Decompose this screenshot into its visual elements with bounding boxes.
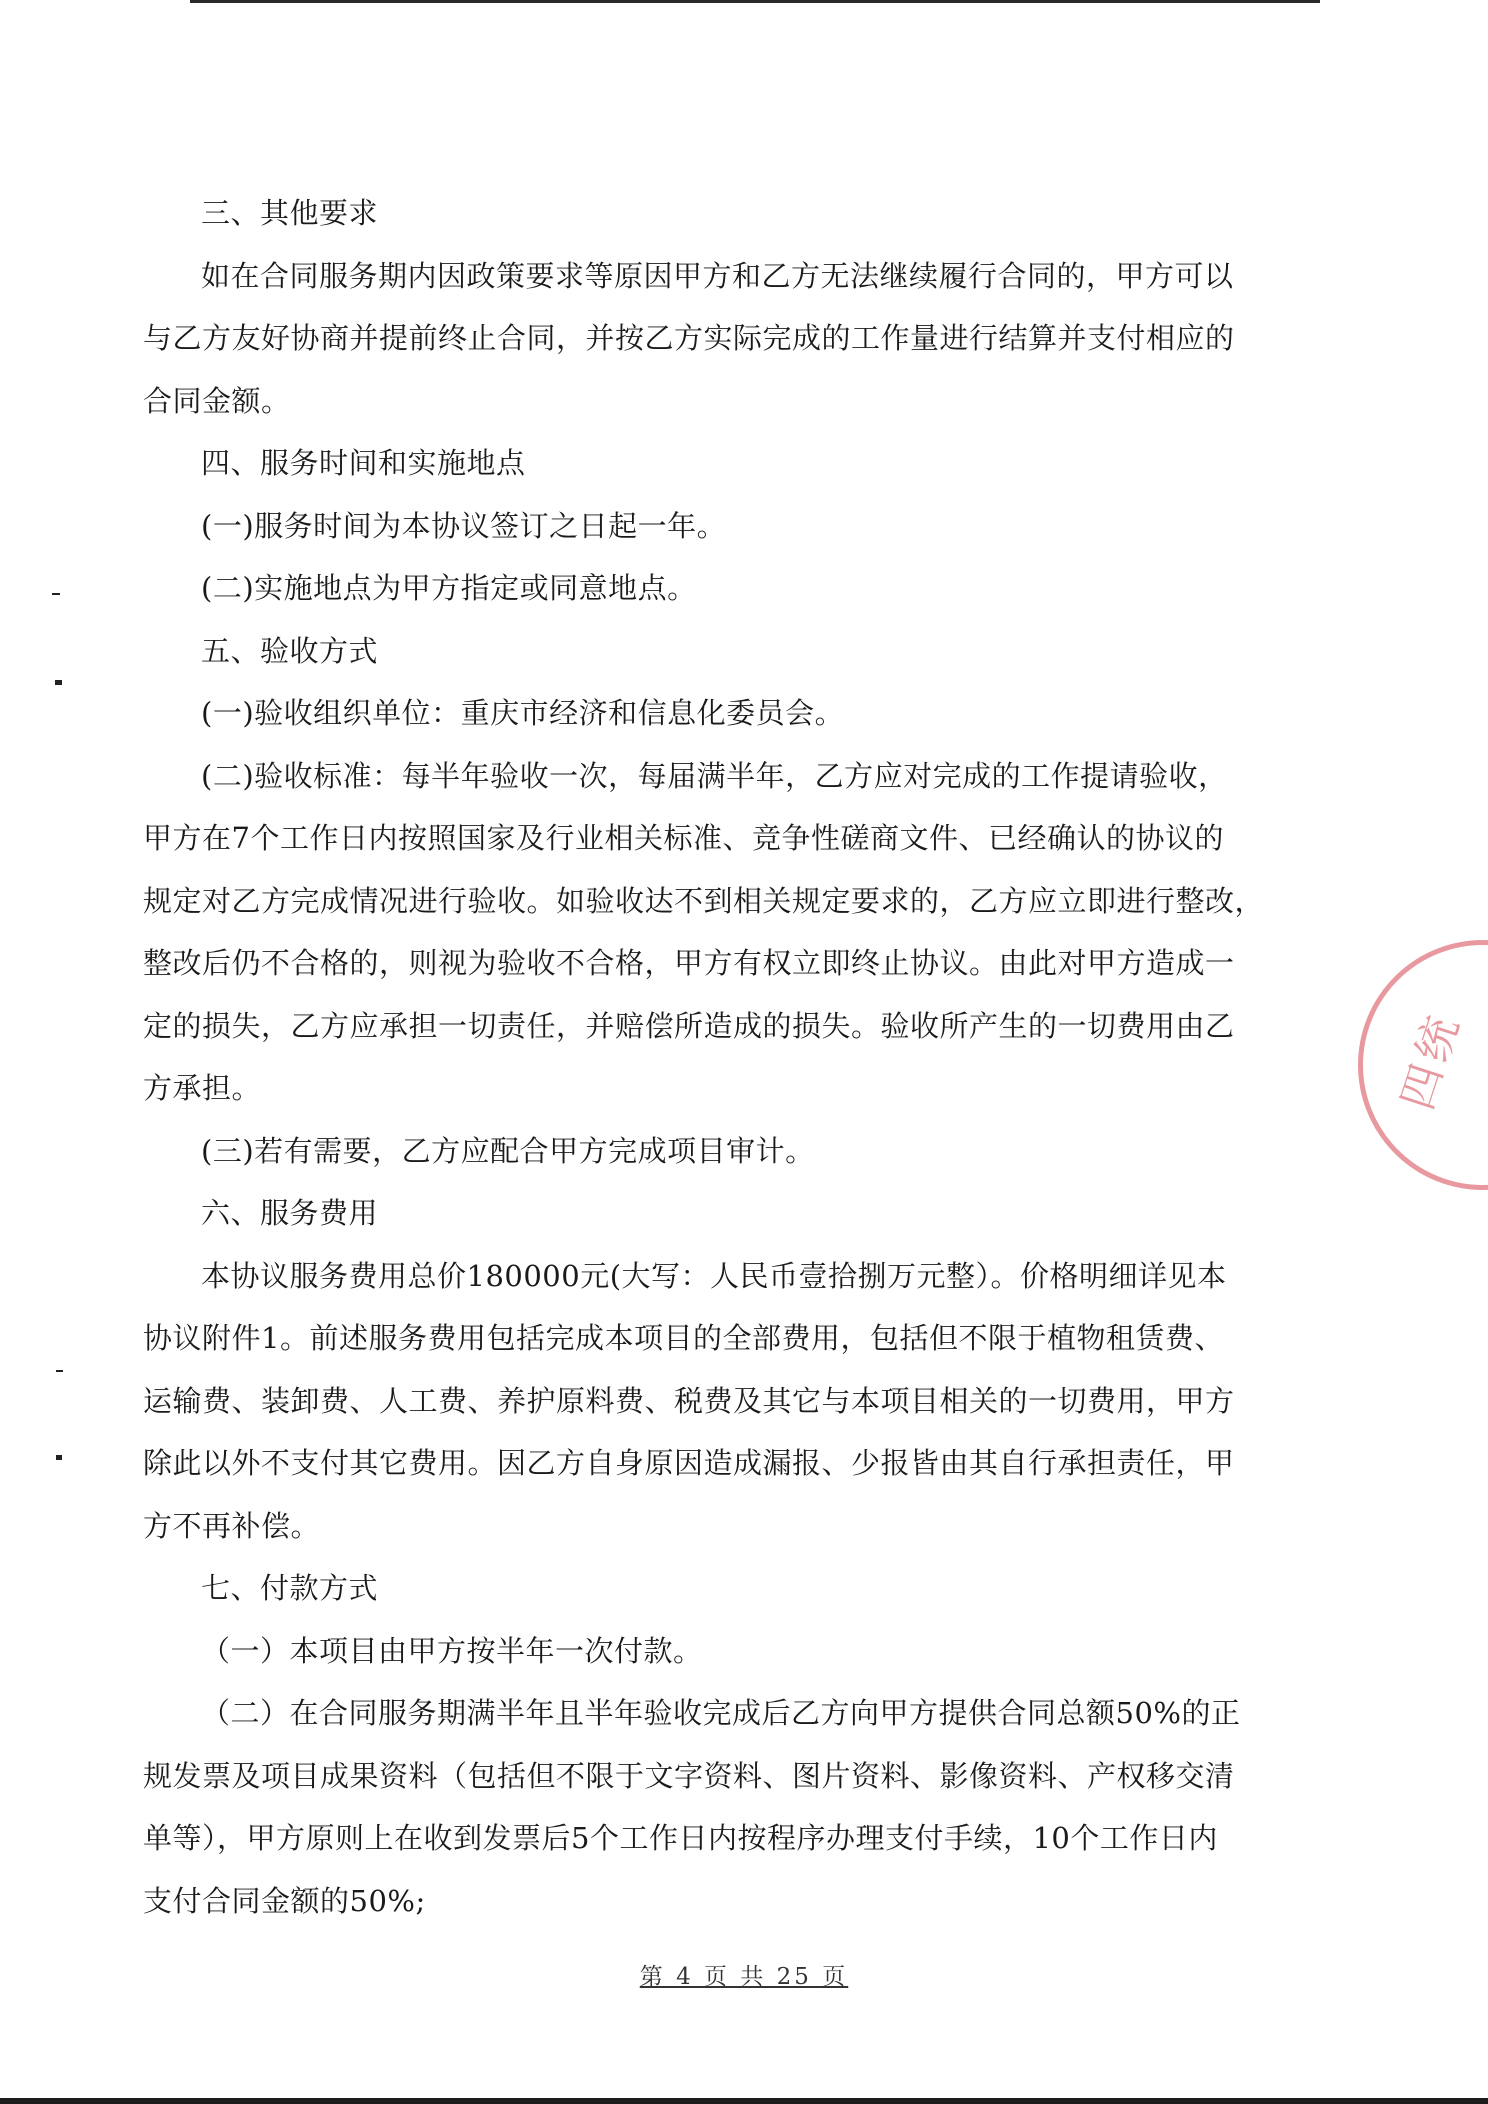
paragraph xyxy=(143,432,1243,495)
text-line: 协议附件1。前述服务费用包括完成本项目的全部费用，包括但不限于植物租赁费、 xyxy=(143,1321,1224,1355)
paragraph xyxy=(143,1182,1243,1245)
paragraph xyxy=(143,495,1243,558)
text-line: 七、付款方式 xyxy=(201,1571,379,1605)
text-line: 如在合同服务期内因政策要求等原因甲方和乙方无法继续履行合同的，甲方可以 xyxy=(201,258,1234,293)
text-line: 定的损失，乙方应承担一切责任，并赔偿所造成的损失。验收所产生的一切费用由乙 xyxy=(143,1008,1235,1043)
text-line: 规发票及项目成果资料（包括但不限于文字资料、图片资料、影像资料、产权移交清 xyxy=(143,1758,1235,1793)
text-line: 五、验收方式 xyxy=(201,633,379,668)
text-line: 方承担。 xyxy=(143,1071,262,1105)
text-line: 甲方在7个工作日内按照国家及行业相关标准、竞争性磋商文件、已经确认的协议的 xyxy=(143,821,1224,855)
official-seal xyxy=(1358,940,1488,1190)
text-line: 合同金额。 xyxy=(143,383,291,418)
scan-top-edge xyxy=(190,0,1320,3)
text-line: 支付合同金额的50%; xyxy=(143,1883,426,1918)
text-line: 除此以外不支付其它费用。因乙方自身原因造成漏报、少报皆由其自行承担责任，甲 xyxy=(143,1446,1235,1480)
paragraph xyxy=(143,1620,1243,1683)
text-line: (一)服务时间为本协议签订之日起一年。 xyxy=(201,508,727,543)
document-body xyxy=(143,182,1265,1932)
text-line: (三)若有需要，乙方应配合甲方完成项目审计。 xyxy=(201,1133,815,1168)
paragraph xyxy=(143,182,1243,245)
margin-mark xyxy=(55,680,62,685)
margin-mark xyxy=(52,593,60,595)
paragraph xyxy=(143,1120,1243,1183)
text-line: （二）在合同服务期满半年且半年验收完成后乙方向甲方提供合同总额50%的正 xyxy=(201,1696,1241,1730)
scan-bottom-edge xyxy=(0,2098,1488,2104)
text-line: 规定对乙方完成情况进行验收。如验收达不到相关规定要求的，乙方应立即进行整改， xyxy=(143,883,1265,918)
paragraph xyxy=(143,1557,1243,1620)
paragraph xyxy=(143,1245,1243,1558)
text-line: 六、服务费用 xyxy=(201,1196,379,1230)
text-line: 与乙方友好协商并提前终止合同，并按乙方实际完成的工作量进行结算并支付相应的 xyxy=(143,321,1235,355)
paragraph xyxy=(143,682,1243,745)
paragraph xyxy=(143,557,1243,620)
text-line: 方不再补偿。 xyxy=(143,1508,321,1543)
page-number: 第 4 页 共 25 页 xyxy=(639,1964,849,1990)
seal-text: 四统 xyxy=(1391,1004,1471,1116)
paragraph xyxy=(143,620,1243,683)
text-line: (二)验收标准：每半年验收一次，每届满半年，乙方应对完成的工作提请验收， xyxy=(201,758,1228,793)
text-line: （一）本项目由甲方按半年一次付款。 xyxy=(201,1633,703,1668)
paragraph xyxy=(143,245,1243,433)
text-line: 整改后仍不合格的，则视为验收不合格，甲方有权立即终止协议。由此对甲方造成一 xyxy=(143,946,1235,980)
margin-mark xyxy=(56,1370,63,1372)
text-line: 四、服务时间和实施地点 xyxy=(201,446,526,480)
text-line: 本协议服务费用总价180000元(大写：人民币壹拾捌万元整）。价格明细详见本 xyxy=(201,1258,1227,1293)
text-line: (二)实施地点为甲方指定或同意地点。 xyxy=(201,571,697,605)
page-footer xyxy=(0,1958,1488,1991)
text-line: 单等），甲方原则上在收到发票后5个工作日内按程序办理支付手续，10个工作日内 xyxy=(143,1821,1218,1855)
margin-mark xyxy=(56,1455,62,1460)
paragraph xyxy=(143,1682,1243,1932)
text-line: 三、其他要求 xyxy=(201,196,379,230)
paragraph xyxy=(143,745,1265,1120)
text-line: 运输费、装卸费、人工费、养护原料费、税费及其它与本项目相关的一切费用，甲方 xyxy=(143,1383,1235,1418)
text-line: (一)验收组织单位：重庆市经济和信息化委员会。 xyxy=(201,696,845,730)
